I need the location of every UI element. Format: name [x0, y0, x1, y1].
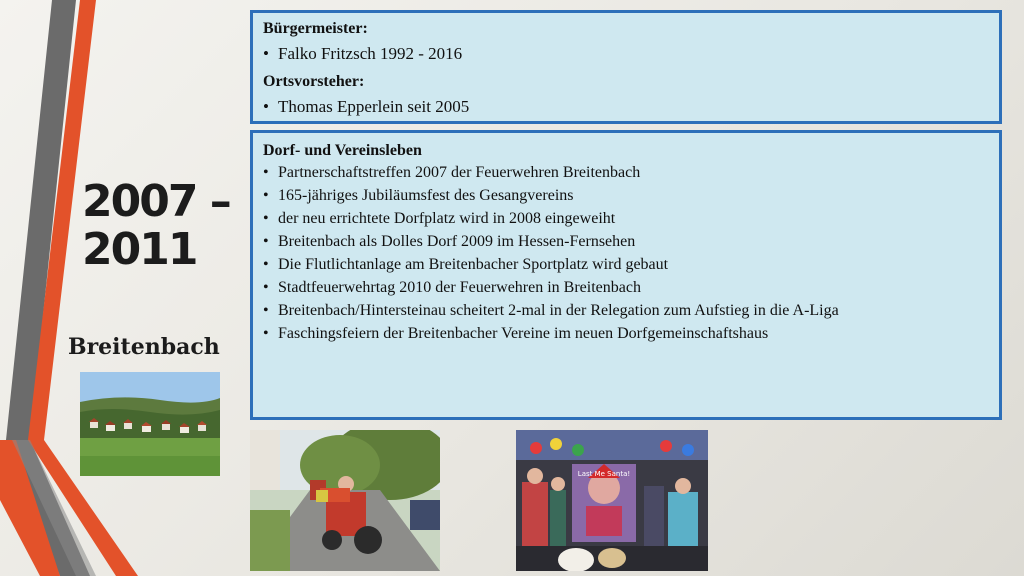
village-life-box	[250, 130, 1002, 420]
title-line-2: 2011	[82, 224, 197, 275]
list-item: • Breitenbach/Hintersteinau scheitert 2-mal in der Relegation zum Aufstieg in die A-Liga	[263, 299, 989, 322]
carnival-photo	[516, 430, 708, 571]
list-item: • Die Flutlichtanlage am Breitenbacher Sportplatz wird gebaut	[263, 253, 989, 276]
list-item: • Partnerschaftstreffen 2007 der Feuerwehren Breitenbach	[263, 161, 989, 184]
slide-title	[82, 178, 242, 274]
mayor-heading: Bürgermeister:	[263, 20, 368, 37]
list-item: • 165-jähriges Jubiläumsfest des Gesangvereins	[263, 184, 989, 207]
title-line-1: 2007 –	[82, 176, 230, 227]
chairman-heading: Ortsvorsteher:	[263, 73, 365, 90]
mayor-item: • Falko Fritzsch 1992 - 2016	[263, 42, 989, 66]
stage-banner-text: Last Me Santa!	[577, 470, 631, 478]
list-item: • Stadtfeuerwehrtag 2010 der Feuerwehren in Breitenbach	[263, 276, 989, 299]
slide-subtitle: Breitenbach	[68, 334, 220, 360]
list-item: • Breitenbach als Dolles Dorf 2009 im Hessen-Fernsehen	[263, 230, 989, 253]
officials-box	[250, 10, 1002, 124]
decorative-stripes	[0, 0, 180, 576]
village-photo	[80, 372, 220, 476]
village-life-heading: Dorf- und Vereinsleben	[263, 142, 422, 159]
list-item: • der neu errichtete Dorfplatz wird in 2008 eingeweiht	[263, 207, 989, 230]
chairman-item: • Thomas Epperlein seit 2005	[263, 95, 989, 119]
list-item: • Faschingsfeiern der Breitenbacher Vereine im neuen Dorfgemeinschaftshaus	[263, 322, 989, 345]
parade-photo	[250, 430, 440, 571]
